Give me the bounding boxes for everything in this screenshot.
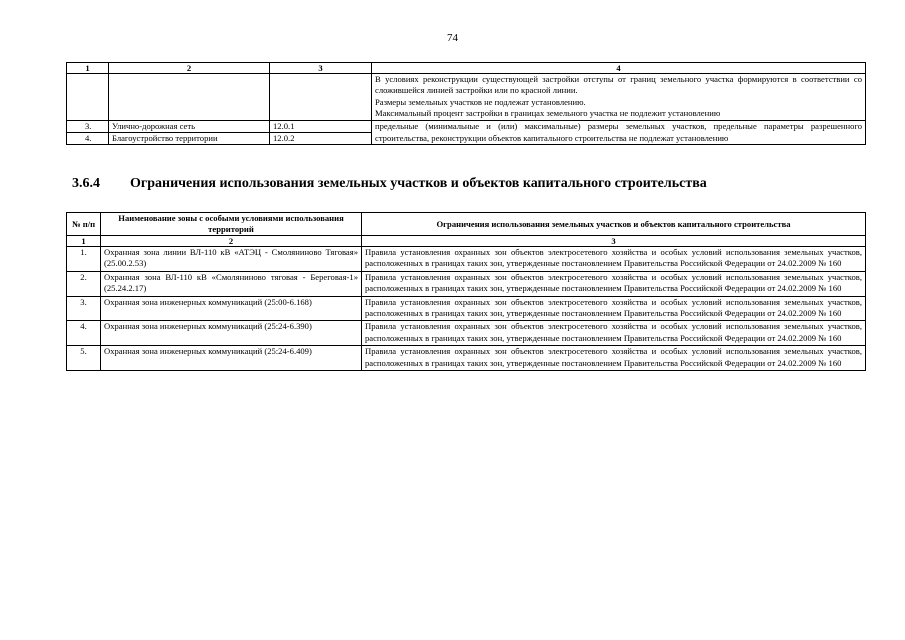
conditions-cell: [372, 74, 866, 121]
restriction-text: Правила установления охранных зон объектов электросетевого хозяйства и особых условий использования земельных участков, расположенных в границах таких зон, утвержденные постановлением Правительства Российской Федерации от 24.02.2009 № 160: [362, 296, 866, 321]
table-row: [67, 346, 866, 371]
column-number: 3: [362, 236, 866, 247]
page-number: 74: [447, 32, 458, 44]
land-use-code: 12.0.1: [270, 120, 372, 132]
restriction-text: Правила установления охранных зон объектов электросетевого хозяйства и особых условий использования земельных участков, расположенных в границах таких зон, утвержденные постановлением Правительства Российской Федерации от 24.02.2009 № 160: [362, 346, 866, 371]
table-row: [67, 271, 866, 296]
row-number: 3.: [67, 120, 109, 132]
land-use-name: Улично-дорожная сеть: [109, 120, 270, 132]
restrictions-table: [66, 212, 866, 371]
column-number: 3: [270, 63, 372, 74]
section-number: 3.6.4: [72, 176, 100, 191]
table-row: [67, 120, 866, 132]
column-number-row: [67, 236, 866, 247]
restriction-text: Правила установления охранных зон объектов электросетевого хозяйства и особых условий использования земельных участков, расположенных в границах таких зон, утвержденные постановлением Правительства Российской Федерации от 24.02.2009 № 160: [362, 271, 866, 296]
zone-name: Охранная зона инженерных коммуникаций (25:24-6.409): [101, 346, 362, 371]
setback-text: В условиях реконструкции существующей застройки отступы от границ земельного участка формируются в соответствии со сложившейся линией застройки или по красной линии.: [375, 74, 862, 96]
column-number: 1: [67, 236, 101, 247]
row-number: 2.: [67, 271, 101, 296]
header-row: [67, 213, 866, 236]
column-number: 1: [67, 63, 109, 74]
header-restrictions: Ограничения использования земельных участков и объектов капитального строительства: [362, 213, 866, 236]
table-row: [67, 247, 866, 272]
land-use-table-continued: [66, 62, 866, 145]
zone-name: Охранная зона инженерных коммуникаций (25:24-6.390): [101, 321, 362, 346]
row-number: 5.: [67, 346, 101, 371]
zone-name: Охранная зона инженерных коммуникаций (25:00-6.168): [101, 296, 362, 321]
row-number: 4.: [67, 321, 101, 346]
plot-size-text: Размеры земельных участков не подлежат установлению.: [375, 96, 586, 107]
header-zone-name: Наименование зоны с особыми условиями использования территорий: [101, 213, 362, 236]
land-use-name: Благоустройство территории: [109, 133, 270, 145]
row-number: 1.: [67, 247, 101, 272]
zone-name: Охранная зона ВЛ-110 кВ «Смоляниново тяговая - Береговая-1» (25.24.2.17): [101, 271, 362, 296]
restriction-text: Правила установления охранных зон объектов электросетевого хозяйства и особых условий использования земельных участков, расположенных в границах таких зон, утвержденные постановлением Правительства Российской Федерации от 24.02.2009 № 160: [362, 321, 866, 346]
land-use-code: 12.0.2: [270, 133, 372, 145]
parameters-cell: предельные (минимальные и (или) максимальные) размеры земельных участков, предельные параметры разрешенного строительства, реконструкции объектов капитального строительства не подлежат установлению: [372, 120, 866, 145]
table-row: [67, 296, 866, 321]
row-number: 4.: [67, 133, 109, 145]
table-row: [67, 321, 866, 346]
column-number: 2: [101, 236, 362, 247]
section-heading: [72, 176, 707, 192]
column-number: 2: [109, 63, 270, 74]
column-number-row: [67, 63, 866, 74]
zone-name: Охранная зона линии ВЛ-110 кВ «АТЭЦ - Смоляниново Тяговая» (25.00.2.53): [101, 247, 362, 272]
header-number: № п/п: [67, 213, 101, 236]
restriction-text: Правила установления охранных зон объектов электросетевого хозяйства и особых условий использования земельных участков, расположенных в границах таких зон, утвержденные постановлением Правительства Российской Федерации от 24.02.2009 № 160: [362, 247, 866, 272]
row-number: 3.: [67, 296, 101, 321]
table-row: [67, 74, 866, 121]
max-coverage-text: Максимальный процент застройки в границах земельного участка не подлежит установлению: [375, 108, 721, 119]
column-number: 4: [372, 63, 866, 74]
section-title: Ограничения использования земельных участков и объектов капитального строительства: [130, 176, 707, 191]
